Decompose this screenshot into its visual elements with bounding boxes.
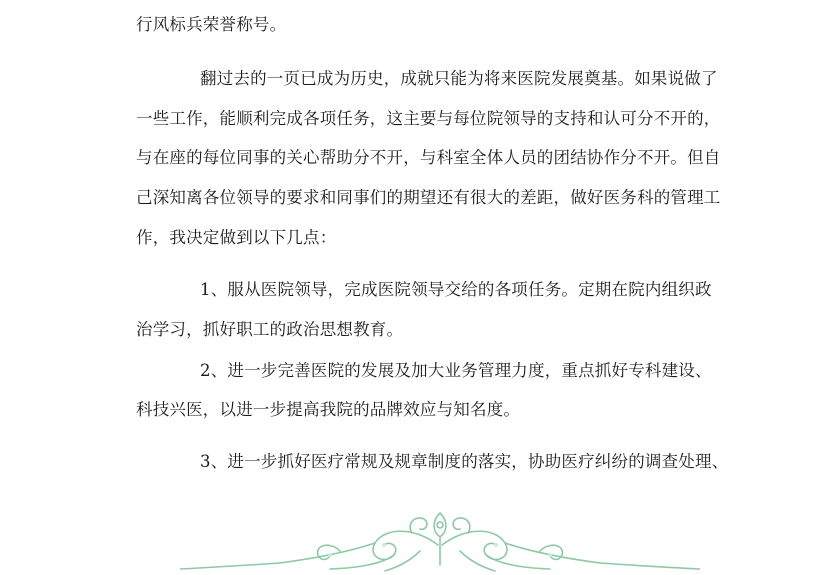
text-line-6: 作，我决定做到以下几点：	[136, 228, 337, 247]
text-line-1: 行风标兵荣誉称号。	[136, 15, 287, 34]
text-line-11: 3、进一步抓好医疗常规及规章制度的落实，协助医疗纠纷的调查处理、	[200, 452, 729, 471]
text-line-4: 与在座的每位同事的关心帮助分不开，与科室全体人员的团结协作分不开。但自	[136, 148, 721, 167]
text-line-5: 己深知离各位领导的要求和同事们的期望还有很大的差距，做好医务科的管理工	[136, 188, 721, 207]
text-line-3: 一些工作，能顺利完成各项任务，这主要与每位院领导的支持和认可分不开的，	[136, 109, 721, 128]
decorative-scroll-ornament-icon	[180, 505, 700, 575]
text-line-2: 翻过去的一页已成为历史，成就只能为将来医院发展奠基。如果说做了	[200, 69, 718, 88]
text-line-9: 2、进一步完善医院的发展及加大业务管理力度，重点抓好专科建设、	[200, 361, 712, 380]
text-line-10: 科技兴医，以进一步提高我院的品牌效应与知名度。	[136, 400, 521, 419]
text-line-7: 1、服从医院领导，完成医院领导交给的各项任务。定期在院内组织政	[200, 280, 712, 299]
text-line-8: 治学习，抓好职工的政治思想教育。	[136, 320, 404, 339]
